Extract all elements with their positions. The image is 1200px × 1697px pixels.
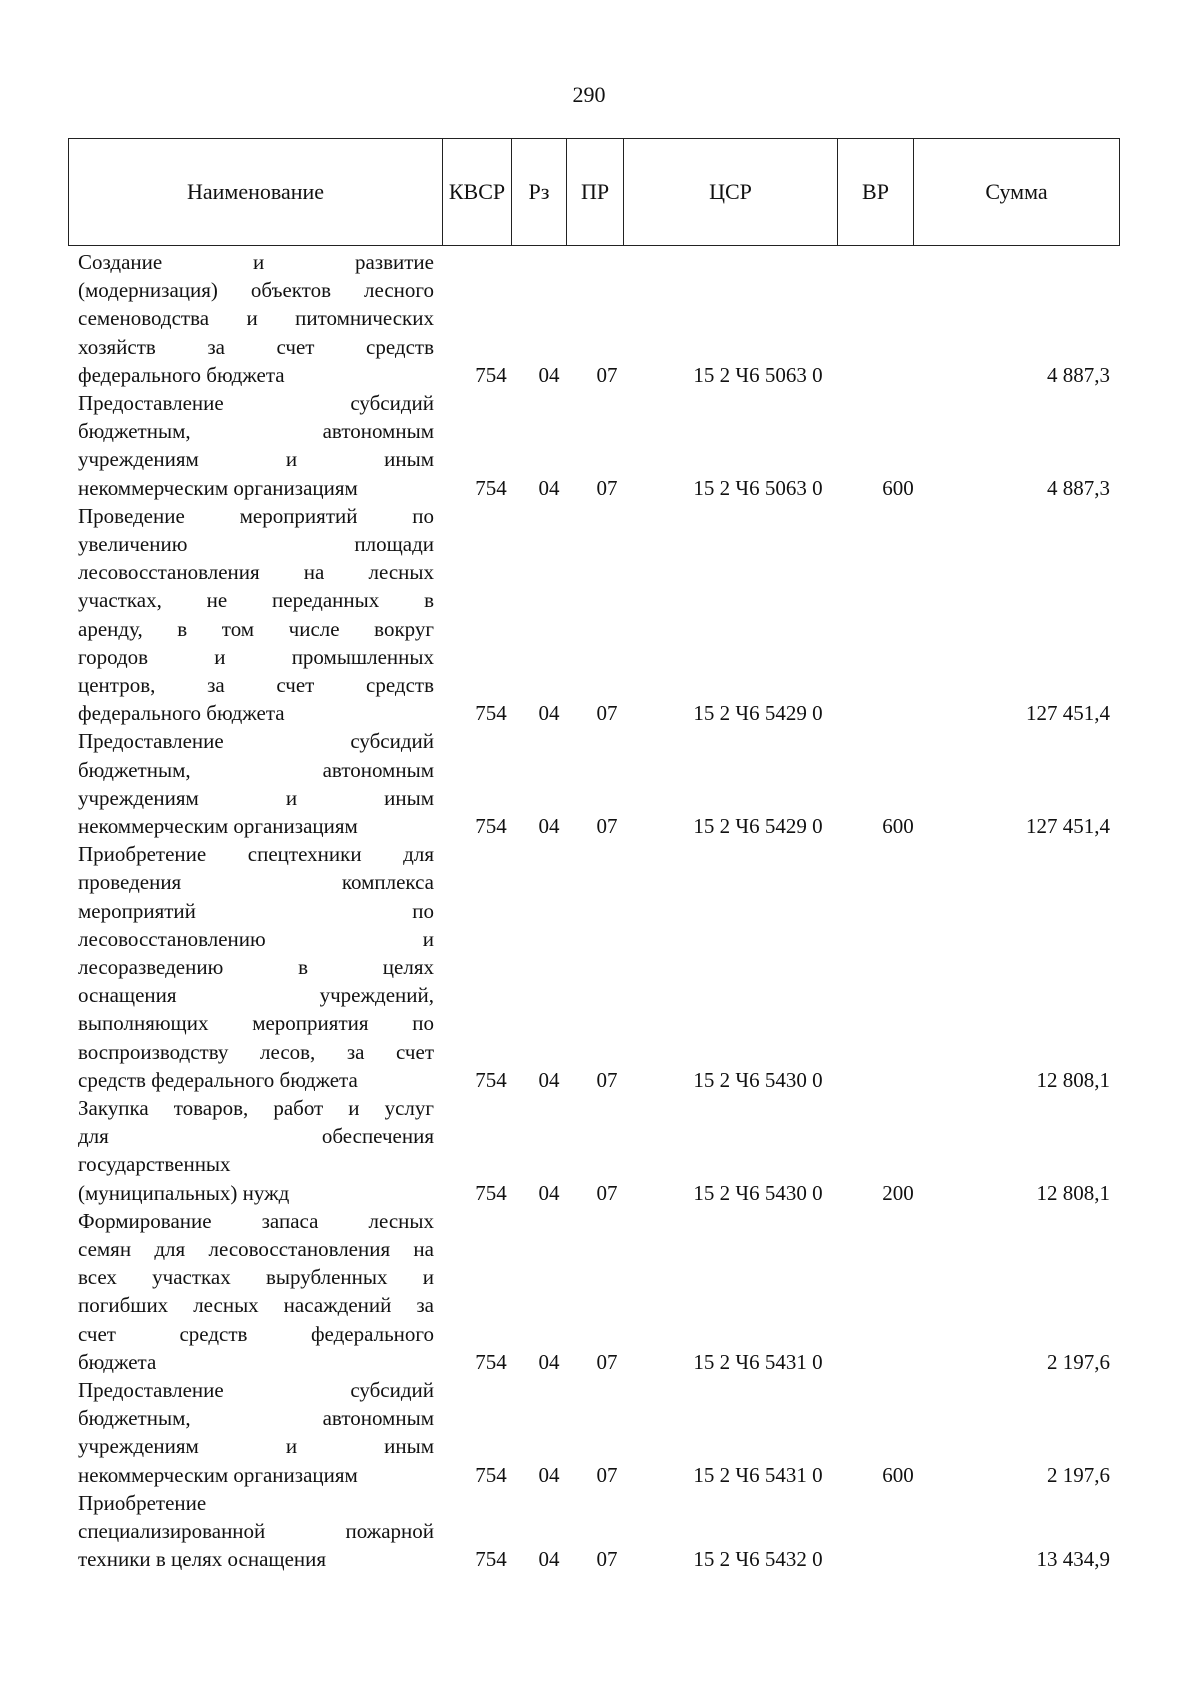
row-sum: 127 451,4 [1026,701,1110,726]
row-pr: 07 [596,701,618,726]
row-rz: 04 [538,814,560,839]
row-pr: 07 [596,814,618,839]
row-kvsr: 754 [475,1067,507,1092]
row-name-line: некоммерческим организациям [78,475,358,500]
row-name-line: (модернизация) объектов лесного [78,278,434,303]
row-vr: 600 [882,1462,914,1487]
page-number: 290 [572,82,606,107]
row-kvsr: 754 [475,814,507,839]
table-header [68,138,1120,246]
row-name-line: федерального бюджета [78,362,285,387]
row-pr: 07 [596,1547,618,1572]
row-csr: 15 2 Ч6 5429 0 [693,814,823,839]
row-name-line: семян для лесовосстановления на [78,1236,434,1261]
row-name [78,1489,434,1574]
row-name-line: Предоставление субсидий [78,391,434,415]
row-name-line: центров, за счет средств [78,672,434,697]
row-csr: 15 2 Ч6 5432 0 [693,1547,823,1572]
row-name [78,1376,434,1489]
row-name-line: лесоразведению в целях [78,954,434,979]
row-name-line: бюджетным, автономным [78,419,434,444]
row-pr: 07 [596,1180,618,1205]
row-name-line: Закупка товаров, работ и услуг [78,1096,434,1120]
row-name-line: оснащения учреждений, [78,983,434,1008]
row-name-line: увеличению площади [78,531,434,556]
row-csr: 15 2 Ч6 5430 0 [693,1180,823,1205]
row-name-line: бюджетным, автономным [78,757,434,782]
row-kvsr: 754 [475,1349,507,1374]
header-csr: ЦСР [624,139,838,245]
row-name-line: проведения комплекса [78,870,434,895]
row-name-line: специализированной пожарной [78,1518,434,1543]
row-sum: 2 197,6 [1047,1349,1110,1374]
row-rz: 04 [538,1067,560,1092]
row-csr: 15 2 Ч6 5431 0 [693,1462,823,1487]
row-name-line: средств федерального бюджета [78,1067,358,1092]
row-name [78,727,434,840]
row-csr: 15 2 Ч6 5431 0 [693,1349,823,1374]
row-name-line: учреждениям и иным [78,1434,434,1459]
row-name-line: участках, не переданных в [78,588,434,613]
row-name-line: для обеспечения [78,1124,434,1149]
row-name-line: счет средств федерального [78,1321,434,1346]
row-pr: 07 [596,363,618,387]
row-pr: 07 [596,1349,618,1374]
row-name-line: Проведение мероприятий по [78,503,434,528]
row-pr: 07 [596,1462,618,1487]
header-vr: ВР [838,139,914,245]
table-row [78,248,1120,389]
row-kvsr: 754 [475,1462,507,1487]
row-name-line: Создание и развитие [78,250,434,274]
row-kvsr: 754 [475,475,507,500]
row-pr: 07 [596,1067,618,1092]
row-pr: 07 [596,475,618,500]
row-name-line: федерального бюджета [78,701,285,726]
row-name-line: бюджетным, автономным [78,1406,434,1431]
row-rz: 04 [538,701,560,726]
table-row [78,1207,1120,1376]
header-sum: Сумма [985,179,1048,204]
row-sum: 4 887,3 [1047,475,1110,500]
row-csr: 15 2 Ч6 5063 0 [693,363,823,387]
header-pr: ПР [567,139,624,245]
row-kvsr: 754 [475,1180,507,1205]
row-name-line: всех участках вырубленных и [78,1265,434,1290]
row-name [78,248,434,389]
row-name-line: бюджета [78,1349,157,1374]
row-kvsr: 754 [475,1547,507,1572]
row-name-line: лесовосстановления на лесных [78,560,434,585]
row-name-line: выполняющих мероприятия по [78,1011,434,1036]
table-row [78,1094,1120,1207]
row-name-line: Предоставление субсидий [78,729,434,754]
row-vr: 600 [882,475,914,500]
row-name-line: воспроизводству лесов, за счет [78,1039,434,1064]
row-name-line: городов и промышленных [78,644,434,669]
row-vr: 200 [882,1180,914,1205]
row-rz: 04 [538,363,560,387]
row-rz: 04 [538,1180,560,1205]
header-name: Наименование [69,139,443,245]
header-kvsr: КВСР [443,139,512,245]
row-rz: 04 [538,1462,560,1487]
row-name-line: (муниципальных) нужд [78,1180,290,1205]
row-rz: 04 [538,1547,560,1572]
row-name-line: хозяйств за счет средств [78,334,434,359]
row-sum: 4 887,3 [1047,363,1110,387]
row-vr: 600 [882,814,914,839]
row-csr: 15 2 Ч6 5429 0 [693,701,823,726]
row-name-line: Предоставление субсидий [78,1378,434,1402]
table-row [78,1376,1120,1489]
row-name-line: семеноводства и питомнических [78,306,434,331]
row-kvsr: 754 [475,701,507,726]
row-sum: 13 434,9 [1036,1547,1110,1572]
table-row [78,1489,1120,1574]
row-csr: 15 2 Ч6 5063 0 [693,475,823,500]
row-csr: 15 2 Ч6 5430 0 [693,1067,823,1092]
row-name [78,840,434,1094]
row-sum: 12 808,1 [1036,1067,1110,1092]
row-sum: 12 808,1 [1036,1180,1110,1205]
row-name-line: учреждениям и иным [78,447,434,472]
row-name-line: погибших лесных насаждений за [78,1293,434,1318]
row-name-line: некоммерческим организациям [78,813,358,838]
row-name [78,389,434,502]
row-name-line: учреждениям и иным [78,785,434,810]
row-name [78,1207,434,1376]
table-row [78,727,1120,840]
row-name-line: некоммерческим организациям [78,1462,358,1487]
row-rz: 04 [538,1349,560,1374]
header-rz: Рз [512,139,567,245]
row-sum: 2 197,6 [1047,1462,1110,1487]
row-name-line: мероприятий по [78,898,434,923]
row-kvsr: 754 [475,363,507,387]
row-name-line: аренду, в том числе вокруг [78,616,434,641]
row-name [78,502,434,728]
table-row [78,389,1120,502]
row-sum: 127 451,4 [1026,814,1110,839]
table-row [78,840,1120,1094]
row-name-line: Формирование запаса лесных [78,1208,434,1233]
row-name [78,1094,434,1207]
row-name-line: Приобретение спецтехники для [78,842,434,867]
table-row [78,502,1120,728]
row-name-line: техники в целях оснащения [78,1547,327,1572]
row-name-line: Приобретение [78,1490,207,1515]
row-name-line: лесовосстановлению и [78,926,434,951]
row-rz: 04 [538,475,560,500]
row-name-line: государственных [78,1152,231,1177]
